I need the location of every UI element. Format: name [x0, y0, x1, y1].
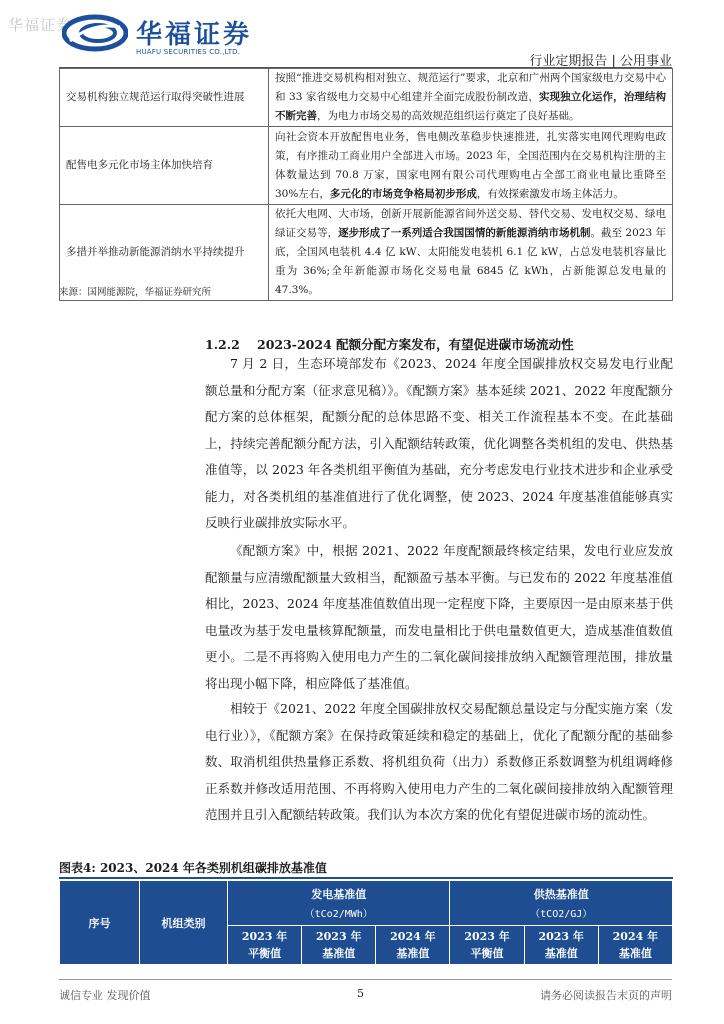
row-label: 交易机构独立规范运行取得突破性进展 — [60, 69, 269, 127]
row-label: 多措并举推动新能源消纳水平持续提升 — [60, 205, 269, 301]
footer-divider — [59, 979, 672, 980]
report-category: 行业定期报告 | 公用事业 — [529, 54, 672, 69]
text-run: 按照“推进交易机构相对独立、规范运行”要求，北京和广州两个国家级电力交易中心和 33 家省级电力交易中心组建并全面完成股份制改造， — [275, 72, 666, 103]
text-run: 。截至 2023 年底，全国风电装机 4.4 亿 kW、太阳能发电装机 6.1 亿 kW，占总发电装机容量比重为 36%;全年新能源市场化交易电量 6845 亿 kWh，占新能源总发电量的 47.3%。 — [275, 227, 666, 296]
table-row — [60, 69, 673, 127]
sub-col-year: 2023 年 — [538, 930, 584, 943]
text-run: ，有效探索激发市场主体活力。 — [476, 187, 624, 200]
col-group-heat — [450, 881, 673, 926]
sub-col-year: 2023 年 — [464, 930, 510, 943]
col-group-power — [228, 881, 450, 926]
sub-col-kind: 基准值 — [322, 947, 356, 960]
sub-col-kind: 平衡值 — [248, 947, 282, 960]
text-run-bold: 逐步形成了一系列适合我国国情的新能源消纳市场机制 — [338, 227, 591, 239]
text-run: 向社会资本开放配售电业务，售电侧改革稳步快速推进，扎实落实电网代理购电政策，有序推动工商业用户全部进入市场。2023 年，全国范围内在交易机构注册的主体数量达到 70.8 万家，国家电网有限公司代理购电占全部工商业电量比重降至 30%左右， — [275, 130, 666, 200]
page-number: 5 — [357, 987, 364, 1000]
group-title: 发电基准值 — [311, 888, 367, 901]
group-unit: （tCO2/GJ） — [530, 909, 593, 920]
section-title: 2023-2024 配额分配方案发布，有望促进碳市场流动性 — [257, 337, 574, 352]
col-header-seq: 序号 — [60, 881, 140, 965]
row-content — [269, 127, 673, 205]
sub-col-kind: 基准值 — [396, 947, 430, 960]
col-header-type: 机组类别 — [140, 881, 228, 965]
figure-title: 图表4: 2023、2024 年各类别机组碳排放基准值 — [59, 861, 327, 875]
body-paragraph: 7 月 2 日，生态环境部发布《2023、2024 年度全国碳排放权交易发电行业配额总量和分配方案（征求意见稿）》。《配额方案》基本延续 2021、2022 年度配额分配方案的总体框架，配额分配的总体思路不变、相关工作流程基本不变。在此基础上，持续完善配额分配方法，引入配额结转政策，优化调整各类机组的发电、供热基准值等，以 2023 年各类机组平衡值为基础，充分考虑发电行业技术进步和企业承受能力，对各类机组的基准值进行了优化调整，使 2023、2024 年度基准值能够真实反映行业碳排放实际水平。 — [205, 356, 673, 530]
sub-col-year: 2024 年 — [612, 930, 659, 943]
group-title: 供热基准值 — [533, 888, 589, 901]
sub-col-header — [302, 926, 376, 965]
text-run: ，为电力市场交易的高效规范组织运行奠定了良好基础。 — [317, 110, 580, 122]
table-row — [60, 127, 673, 205]
text-run-bold: 实现独立化运作，治理结构不断完善 — [275, 91, 666, 122]
row-label: 配售电多元化市场主体加快培育 — [60, 127, 269, 205]
logo-text-en: HUAFU SECURITIES CO.,LTD. — [136, 48, 241, 56]
sub-col-kind: 平衡值 — [470, 947, 504, 960]
logo-text: 华福证券 — [136, 20, 253, 50]
sub-col-year: 2023 年 — [316, 930, 362, 943]
table-header-row — [60, 881, 673, 926]
sub-col-header — [450, 926, 524, 965]
table-source: 来源：国网能源院，华福证券研究所 — [59, 287, 212, 298]
huafu-logo-icon — [62, 14, 128, 52]
sub-col-header — [376, 926, 450, 965]
reform-progress-table — [59, 68, 673, 301]
text-run-bold: 多元化的市场竞争格局初步形成 — [329, 187, 477, 200]
group-unit: （tCo2/MWh） — [304, 909, 373, 920]
footer-disclaimer: 请务必阅读报告末页的声明 — [540, 989, 672, 1002]
sub-col-year: 2024 年 — [390, 930, 436, 943]
figure-divider — [59, 877, 673, 879]
row-content — [269, 69, 673, 127]
benchmark-table — [59, 880, 673, 965]
sub-col-header — [524, 926, 598, 965]
sub-col-kind: 基准值 — [544, 947, 578, 960]
body-paragraph: 相较于《2021、2022 年度全国碳排放权交易配额总量设定与分配实施方案（发电行业）》，《配额方案》在保持政策延续和稳定的基础上，优化了配额分配的基础参数、取消机组供热量修正系数、将机组负荷（出力）系数修正系数调整为机组调峰修正系数并修改适用范围、不再将购入使用电力产生的二氧化碳间接排放纳入配额管理范围并且引入配额结转政策。我们认为本次方案的优化有望促进碳市场的流动性。 — [205, 701, 673, 822]
sub-col-header — [598, 926, 672, 965]
section-number: 1.2.2 — [205, 337, 240, 352]
footer-slogan: 诚信专业 发现价值 — [59, 989, 151, 1002]
body-paragraph: 《配额方案》中，根据 2021、2022 年度配额最终核定结果，发电行业应发放配额量与应清缴配额量大致相当，配额盈亏基本平衡。与已发布的 2022 年度基准值相比，2023、2024 年度基准值数值出现一定程度下降，主要原因一是由原来基于供电量改为基于发电量核算配额量，而发电量相比于供电量数值更大，造成基准值数值更小。二是不再将购入使用电力产生的二氧化碳间接排放纳入配额管理范围，排放量将出现小幅下降，相应降低了基准值。 — [205, 543, 673, 691]
sub-col-year: 2023 年 — [241, 930, 288, 943]
text-run: 依托大电网、大市场，创新开展新能源省间外送交易、替代交易、发电权交易、绿电绿证交易等， — [275, 208, 666, 239]
row-content — [269, 205, 673, 301]
sub-col-header — [228, 926, 302, 965]
watermark: 华福证券 — [8, 16, 73, 34]
sub-col-kind: 基准值 — [618, 947, 652, 960]
